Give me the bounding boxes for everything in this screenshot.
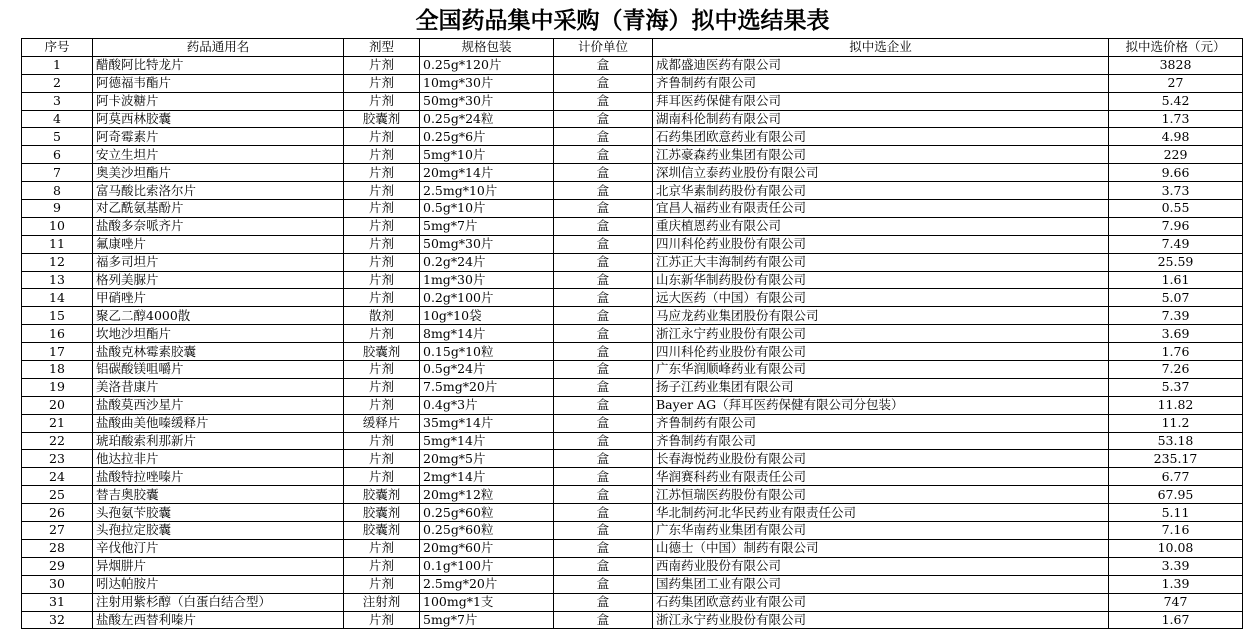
table-row [22,539,1243,557]
cell-company: 齐鲁制药有限公司 [653,432,1109,450]
cell-company: 广东华南药业集团有限公司 [653,522,1109,540]
table-row [22,325,1243,343]
table-row [22,146,1243,164]
cell-company: 华润赛科药业有限责任公司 [653,468,1109,486]
cell-index: 32 [22,611,93,629]
header-spec: 规格包装 [420,39,554,57]
cell-index: 24 [22,468,93,486]
cell-unit: 盒 [554,325,653,343]
cell-price: 3828 [1109,56,1243,74]
table-row [22,414,1243,432]
cell-spec: 0.1g*100片 [420,557,554,575]
cell-spec: 7.5mg*20片 [420,378,554,396]
cell-dosage-form: 片剂 [344,56,420,74]
table-row [22,235,1243,253]
cell-spec: 5mg*14片 [420,432,554,450]
cell-dosage-form: 胶囊剂 [344,522,420,540]
cell-index: 22 [22,432,93,450]
cell-price: 10.08 [1109,539,1243,557]
table-row [22,164,1243,182]
cell-price: 5.07 [1109,289,1243,307]
cell-index: 20 [22,396,93,414]
cell-price: 5.42 [1109,92,1243,110]
cell-spec: 0.2g*100片 [420,289,554,307]
cell-index: 3 [22,92,93,110]
cell-unit: 盒 [554,217,653,235]
cell-index: 29 [22,557,93,575]
cell-unit: 盒 [554,378,653,396]
cell-price: 229 [1109,146,1243,164]
cell-unit: 盒 [554,74,653,92]
cell-price: 1.73 [1109,110,1243,128]
cell-spec: 5mg*10片 [420,146,554,164]
cell-index: 28 [22,539,93,557]
table-row [22,74,1243,92]
table-row [22,271,1243,289]
cell-dosage-form: 片剂 [344,200,420,218]
cell-dosage-form: 片剂 [344,557,420,575]
cell-dosage-form: 片剂 [344,396,420,414]
cell-index: 14 [22,289,93,307]
cell-company: 石药集团欧意药业有限公司 [653,128,1109,146]
cell-index: 5 [22,128,93,146]
cell-drug-name: 奥美沙坦酯片 [93,164,344,182]
cell-drug-name: 聚乙二醇4000散 [93,307,344,325]
table-row [22,593,1243,611]
cell-index: 4 [22,110,93,128]
cell-company: 石药集团欧意药业有限公司 [653,593,1109,611]
cell-spec: 0.25g*120片 [420,56,554,74]
cell-unit: 盒 [554,522,653,540]
cell-dosage-form: 片剂 [344,182,420,200]
cell-company: 江苏正大丰海制药有限公司 [653,253,1109,271]
cell-index: 21 [22,414,93,432]
cell-price: 235.17 [1109,450,1243,468]
cell-price: 3.73 [1109,182,1243,200]
cell-company: 国药集团工业有限公司 [653,575,1109,593]
cell-index: 2 [22,74,93,92]
cell-spec: 10mg*30片 [420,74,554,92]
cell-price: 6.77 [1109,468,1243,486]
cell-spec: 0.5g*10片 [420,200,554,218]
cell-drug-name: 吲达帕胺片 [93,575,344,593]
cell-company: 四川科伦药业股份有限公司 [653,343,1109,361]
cell-company: 扬子江药业集团有限公司 [653,378,1109,396]
cell-dosage-form: 片剂 [344,325,420,343]
cell-index: 16 [22,325,93,343]
cell-unit: 盒 [554,235,653,253]
cell-price: 3.69 [1109,325,1243,343]
cell-drug-name: 琥珀酸索利那新片 [93,432,344,450]
cell-dosage-form: 散剂 [344,307,420,325]
cell-drug-name: 安立生坦片 [93,146,344,164]
cell-dosage-form: 缓释片 [344,414,420,432]
cell-company: 江苏恒瑞医药股份有限公司 [653,486,1109,504]
cell-price: 11.82 [1109,396,1243,414]
cell-price: 67.95 [1109,486,1243,504]
cell-company: 浙江永宁药业股份有限公司 [653,611,1109,629]
cell-price: 7.26 [1109,361,1243,379]
cell-unit: 盒 [554,611,653,629]
cell-price: 11.2 [1109,414,1243,432]
cell-price: 27 [1109,74,1243,92]
cell-spec: 2mg*14片 [420,468,554,486]
cell-price: 3.39 [1109,557,1243,575]
table-row [22,253,1243,271]
cell-company: 山东新华制药股份有限公司 [653,271,1109,289]
cell-spec: 0.25g*60粒 [420,522,554,540]
cell-drug-name: 美洛昔康片 [93,378,344,396]
table-row [22,200,1243,218]
cell-drug-name: 坎地沙坦酯片 [93,325,344,343]
cell-dosage-form: 片剂 [344,146,420,164]
cell-company: 浙江永宁药业股份有限公司 [653,325,1109,343]
cell-index: 9 [22,200,93,218]
cell-drug-name: 注射用紫杉醇（白蛋白结合型） [93,593,344,611]
table-row [22,378,1243,396]
cell-price: 1.61 [1109,271,1243,289]
cell-spec: 0.25g*6片 [420,128,554,146]
cell-company: 重庆植恩药业有限公司 [653,217,1109,235]
cell-dosage-form: 片剂 [344,271,420,289]
cell-price: 7.39 [1109,307,1243,325]
cell-company: 湖南科伦制药有限公司 [653,110,1109,128]
cell-drug-name: 铝碳酸镁咀嚼片 [93,361,344,379]
table-row [22,396,1243,414]
cell-price: 9.66 [1109,164,1243,182]
cell-drug-name: 头孢氨苄胶囊 [93,504,344,522]
cell-company: 拜耳医药保健有限公司 [653,92,1109,110]
cell-dosage-form: 片剂 [344,289,420,307]
cell-company: 北京华素制药股份有限公司 [653,182,1109,200]
table-row [22,56,1243,74]
cell-index: 12 [22,253,93,271]
cell-spec: 50mg*30片 [420,92,554,110]
table-row [22,450,1243,468]
table-row [22,289,1243,307]
cell-drug-name: 盐酸克林霉素胶囊 [93,343,344,361]
cell-drug-name: 盐酸特拉唑嗪片 [93,468,344,486]
cell-spec: 0.2g*24片 [420,253,554,271]
cell-price: 1.67 [1109,611,1243,629]
cell-spec: 8mg*14片 [420,325,554,343]
cell-dosage-form: 胶囊剂 [344,110,420,128]
results-table [21,38,1243,629]
cell-unit: 盒 [554,110,653,128]
cell-index: 13 [22,271,93,289]
cell-spec: 50mg*30片 [420,235,554,253]
cell-company: 华北制药河北华民药业有限责任公司 [653,504,1109,522]
cell-price: 25.59 [1109,253,1243,271]
cell-dosage-form: 片剂 [344,575,420,593]
cell-drug-name: 辛伐他汀片 [93,539,344,557]
cell-price: 7.96 [1109,217,1243,235]
cell-drug-name: 氟康唑片 [93,235,344,253]
cell-unit: 盒 [554,557,653,575]
cell-unit: 盒 [554,432,653,450]
cell-spec: 20mg*60片 [420,539,554,557]
cell-drug-name: 格列美脲片 [93,271,344,289]
cell-unit: 盒 [554,343,653,361]
cell-company: 长春海悦药业股份有限公司 [653,450,1109,468]
cell-unit: 盒 [554,575,653,593]
cell-company: 深圳信立泰药业股份有限公司 [653,164,1109,182]
cell-unit: 盒 [554,486,653,504]
cell-drug-name: 富马酸比索洛尔片 [93,182,344,200]
cell-drug-name: 盐酸多奈哌齐片 [93,217,344,235]
cell-price: 1.76 [1109,343,1243,361]
cell-dosage-form: 片剂 [344,468,420,486]
cell-spec: 5mg*7片 [420,611,554,629]
table-row [22,504,1243,522]
cell-price: 0.55 [1109,200,1243,218]
page-title: 全国药品集中采购（青海）拟中选结果表 [415,8,830,34]
cell-spec: 0.15g*10粒 [420,343,554,361]
cell-unit: 盒 [554,128,653,146]
cell-index: 7 [22,164,93,182]
table-row [22,486,1243,504]
cell-index: 11 [22,235,93,253]
cell-dosage-form: 片剂 [344,361,420,379]
cell-index: 6 [22,146,93,164]
cell-drug-name: 对乙酰氨基酚片 [93,200,344,218]
cell-index: 15 [22,307,93,325]
table-row [22,307,1243,325]
table-row [22,522,1243,540]
cell-dosage-form: 片剂 [344,217,420,235]
cell-unit: 盒 [554,92,653,110]
header-index: 序号 [22,39,93,57]
cell-drug-name: 他达拉非片 [93,450,344,468]
cell-index: 8 [22,182,93,200]
cell-dosage-form: 片剂 [344,611,420,629]
cell-drug-name: 盐酸曲美他嗪缓释片 [93,414,344,432]
cell-dosage-form: 胶囊剂 [344,504,420,522]
cell-unit: 盒 [554,289,653,307]
cell-drug-name: 阿卡波糖片 [93,92,344,110]
cell-dosage-form: 片剂 [344,164,420,182]
cell-drug-name: 阿德福韦酯片 [93,74,344,92]
table-row [22,110,1243,128]
cell-company: 齐鲁制药有限公司 [653,74,1109,92]
table-row [22,361,1243,379]
cell-index: 23 [22,450,93,468]
cell-spec: 5mg*7片 [420,217,554,235]
cell-index: 30 [22,575,93,593]
table-row [22,92,1243,110]
cell-unit: 盒 [554,182,653,200]
table-row [22,611,1243,629]
cell-company: 江苏豪森药业集团有限公司 [653,146,1109,164]
cell-price: 53.18 [1109,432,1243,450]
cell-company: 远大医药（中国）有限公司 [653,289,1109,307]
cell-drug-name: 福多司坦片 [93,253,344,271]
table-row [22,343,1243,361]
cell-company: 西南药业股份有限公司 [653,557,1109,575]
cell-dosage-form: 片剂 [344,450,420,468]
cell-spec: 20mg*5片 [420,450,554,468]
cell-index: 27 [22,522,93,540]
cell-spec: 0.25g*60粒 [420,504,554,522]
cell-dosage-form: 胶囊剂 [344,343,420,361]
cell-drug-name: 盐酸左西替利嗪片 [93,611,344,629]
cell-company: 马应龙药业集团股份有限公司 [653,307,1109,325]
cell-index: 10 [22,217,93,235]
cell-index: 19 [22,378,93,396]
table-row [22,575,1243,593]
cell-unit: 盒 [554,414,653,432]
cell-dosage-form: 片剂 [344,432,420,450]
cell-company: 齐鲁制药有限公司 [653,414,1109,432]
cell-index: 17 [22,343,93,361]
cell-dosage-form: 注射剂 [344,593,420,611]
cell-drug-name: 醋酸阿比特龙片 [93,56,344,74]
cell-spec: 2.5mg*20片 [420,575,554,593]
cell-price: 5.37 [1109,378,1243,396]
table-row [22,557,1243,575]
table-row [22,128,1243,146]
cell-spec: 100mg*1支 [420,593,554,611]
cell-unit: 盒 [554,146,653,164]
cell-dosage-form: 片剂 [344,253,420,271]
cell-dosage-form: 片剂 [344,128,420,146]
cell-company: 山德士（中国）制药有限公司 [653,539,1109,557]
cell-drug-name: 阿奇霉素片 [93,128,344,146]
cell-dosage-form: 胶囊剂 [344,486,420,504]
cell-company: 宜昌人福药业有限责任公司 [653,200,1109,218]
cell-company: 广东华润顺峰药业有限公司 [653,361,1109,379]
cell-unit: 盒 [554,56,653,74]
cell-drug-name: 异烟肼片 [93,557,344,575]
table-row [22,182,1243,200]
cell-drug-name: 阿莫西林胶囊 [93,110,344,128]
cell-unit: 盒 [554,307,653,325]
cell-drug-name: 盐酸莫西沙星片 [93,396,344,414]
header-drug-name: 药品通用名 [93,39,344,57]
cell-unit: 盒 [554,468,653,486]
cell-company: 四川科伦药业股份有限公司 [653,235,1109,253]
table-header-row [22,39,1243,57]
cell-price: 7.16 [1109,522,1243,540]
cell-unit: 盒 [554,271,653,289]
cell-price: 1.39 [1109,575,1243,593]
cell-price: 7.49 [1109,235,1243,253]
cell-dosage-form: 片剂 [344,92,420,110]
cell-unit: 盒 [554,361,653,379]
cell-spec: 10g*10袋 [420,307,554,325]
cell-index: 26 [22,504,93,522]
cell-dosage-form: 片剂 [344,539,420,557]
cell-spec: 35mg*14片 [420,414,554,432]
header-unit: 计价单位 [554,39,653,57]
cell-index: 25 [22,486,93,504]
table-row [22,468,1243,486]
cell-spec: 0.4g*3片 [420,396,554,414]
cell-spec: 1mg*30片 [420,271,554,289]
cell-index: 18 [22,361,93,379]
cell-price: 4.98 [1109,128,1243,146]
cell-unit: 盒 [554,450,653,468]
cell-dosage-form: 片剂 [344,378,420,396]
cell-unit: 盒 [554,539,653,557]
cell-spec: 0.5g*24片 [420,361,554,379]
cell-spec: 2.5mg*10片 [420,182,554,200]
cell-drug-name: 甲硝唑片 [93,289,344,307]
cell-unit: 盒 [554,593,653,611]
cell-dosage-form: 片剂 [344,235,420,253]
table-row [22,217,1243,235]
cell-index: 1 [22,56,93,74]
cell-drug-name: 替吉奥胶囊 [93,486,344,504]
cell-drug-name: 头孢拉定胶囊 [93,522,344,540]
header-company: 拟中选企业 [653,39,1109,57]
cell-spec: 20mg*14片 [420,164,554,182]
cell-company: 成都盛迪医药有限公司 [653,56,1109,74]
cell-price: 5.11 [1109,504,1243,522]
cell-dosage-form: 片剂 [344,74,420,92]
cell-company: Bayer AG（拜耳医药保健有限公司分包装） [653,396,1109,414]
cell-spec: 0.25g*24粒 [420,110,554,128]
header-price: 拟中选价格（元） [1109,39,1243,57]
cell-index: 31 [22,593,93,611]
cell-unit: 盒 [554,396,653,414]
cell-unit: 盒 [554,200,653,218]
cell-unit: 盒 [554,164,653,182]
table-row [22,432,1243,450]
cell-unit: 盒 [554,504,653,522]
cell-price: 747 [1109,593,1243,611]
header-dosage-form: 剂型 [344,39,420,57]
cell-unit: 盒 [554,253,653,271]
cell-spec: 20mg*12粒 [420,486,554,504]
